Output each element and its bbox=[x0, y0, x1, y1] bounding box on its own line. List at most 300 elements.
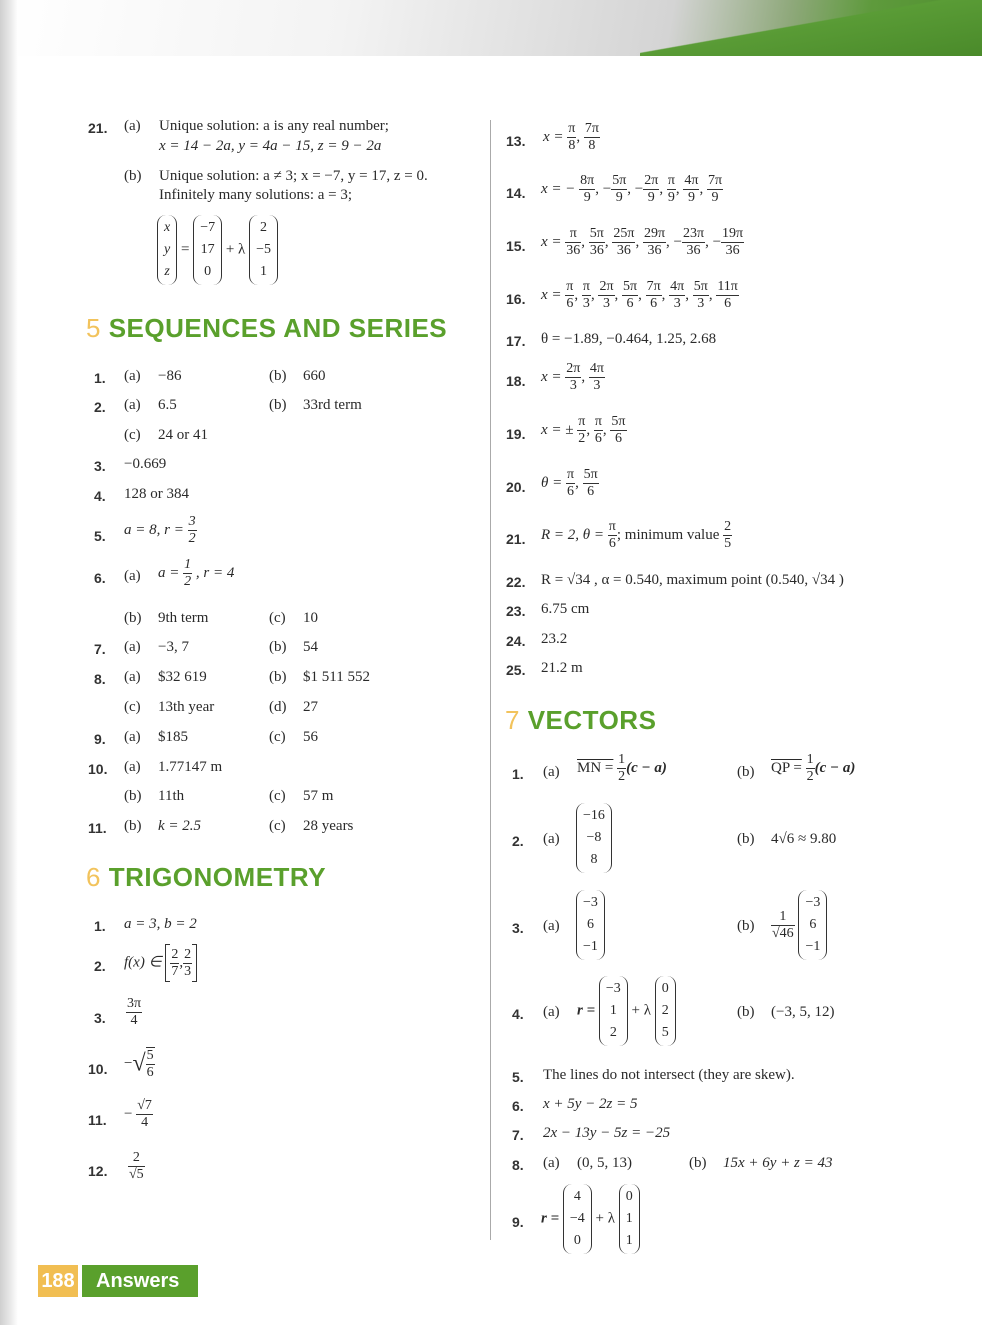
answer-expression bbox=[771, 752, 855, 785]
answer-text: R = 2, θ = bbox=[541, 526, 605, 543]
numerator: 2π bbox=[599, 279, 614, 294]
denominator: 6 bbox=[566, 296, 574, 311]
numerator: 25π bbox=[613, 226, 635, 241]
denominator: 8 bbox=[588, 138, 596, 153]
denominator: 36 bbox=[725, 243, 740, 258]
page-spine-shadow bbox=[0, 0, 18, 1325]
answer-expression bbox=[126, 996, 142, 1029]
answer-expression bbox=[541, 226, 744, 259]
q-number: 11. bbox=[88, 1112, 107, 1128]
answer-text: Unique solution: a is any real number; bbox=[159, 118, 389, 134]
denominator: 2 bbox=[806, 769, 814, 784]
vector-entry: 1 bbox=[609, 1003, 617, 1018]
part-label: (a) bbox=[124, 368, 141, 384]
answer-text: 10 bbox=[303, 610, 318, 626]
fraction bbox=[567, 121, 576, 154]
column-vector bbox=[619, 1184, 640, 1254]
part-label: (c) bbox=[269, 788, 286, 804]
q-number: 2. bbox=[512, 833, 524, 849]
fraction bbox=[188, 514, 197, 547]
denominator: 2 bbox=[184, 574, 192, 589]
fraction bbox=[693, 279, 709, 312]
separator: , bbox=[638, 286, 646, 303]
part-label: (c) bbox=[269, 610, 286, 626]
denominator: 7 bbox=[171, 963, 179, 979]
answer-text: (c − a) bbox=[626, 759, 667, 776]
denominator: 3 bbox=[569, 378, 577, 393]
q-number: 4. bbox=[512, 1006, 524, 1022]
numerator: π bbox=[578, 414, 586, 429]
q-number: 6. bbox=[512, 1098, 524, 1114]
vector-entry: −3 bbox=[583, 895, 598, 910]
fraction bbox=[566, 467, 575, 500]
fraction bbox=[183, 557, 192, 590]
separator: , bbox=[602, 421, 611, 438]
section-title: SEQUENCES AND SERIES bbox=[108, 313, 448, 343]
answer-text: 57 m bbox=[303, 788, 334, 804]
part-label: (a) bbox=[124, 639, 141, 655]
vector-entry: 8 bbox=[590, 852, 598, 867]
vector-equation bbox=[541, 1184, 640, 1254]
answer-expression bbox=[124, 944, 197, 982]
part-label: (b) bbox=[124, 788, 142, 804]
fraction bbox=[146, 1047, 155, 1081]
answer-expression bbox=[543, 121, 600, 154]
separator: , − bbox=[627, 180, 644, 197]
page-number: 188 bbox=[38, 1265, 78, 1297]
fraction bbox=[579, 173, 595, 206]
denominator: 3 bbox=[697, 296, 705, 311]
right-bracket bbox=[192, 944, 197, 982]
fraction bbox=[612, 226, 635, 259]
part-label: (c) bbox=[124, 699, 141, 715]
denominator: 6 bbox=[724, 296, 732, 311]
answer-text: 23.2 bbox=[541, 631, 568, 647]
vector-entry: 1 bbox=[625, 1211, 633, 1226]
section-number: 5 bbox=[86, 313, 101, 343]
numerator: π bbox=[594, 414, 602, 429]
q-number: 9. bbox=[512, 1214, 524, 1230]
answer-text: x = bbox=[541, 368, 562, 385]
answer-text: x = bbox=[541, 286, 562, 303]
numerator: 11π bbox=[717, 279, 738, 294]
fraction bbox=[643, 226, 666, 259]
vector-entry: −3 bbox=[805, 895, 821, 910]
column-vector bbox=[563, 1184, 592, 1254]
q-number: 16. bbox=[506, 291, 526, 307]
numerator: 29π bbox=[643, 226, 666, 241]
denominator: 3 bbox=[673, 296, 681, 311]
answer-text: 54 bbox=[303, 639, 318, 655]
section-number: 7 bbox=[505, 705, 520, 735]
answer-text: Infinitely many solutions: a = 3; bbox=[159, 187, 353, 203]
answer-text: MN = bbox=[577, 759, 614, 776]
part-label: (c) bbox=[269, 818, 286, 834]
answer-text: (0, 5, 13) bbox=[577, 1155, 632, 1171]
separator: , bbox=[604, 233, 613, 250]
part-label: (c) bbox=[269, 729, 286, 745]
denominator: 4 bbox=[130, 1013, 138, 1028]
numerator: √7 bbox=[137, 1098, 152, 1113]
denominator: 9 bbox=[687, 190, 695, 205]
part-label: (a) bbox=[124, 118, 141, 134]
denominator: 9 bbox=[583, 190, 591, 205]
numerator: 5π bbox=[611, 414, 626, 429]
denominator: 6 bbox=[146, 1065, 154, 1080]
fraction bbox=[682, 226, 705, 259]
section-title: TRIGONOMETRY bbox=[108, 862, 327, 892]
column-vector-wrap bbox=[576, 803, 612, 873]
separator: , bbox=[614, 286, 623, 303]
numerator: 4π bbox=[684, 173, 699, 188]
section-heading bbox=[86, 313, 447, 344]
separator: , bbox=[661, 286, 670, 303]
separator: , bbox=[635, 233, 643, 250]
vector-entry: 2 bbox=[661, 1003, 669, 1018]
q-number: 15. bbox=[506, 238, 526, 254]
q-number: 22. bbox=[506, 574, 526, 590]
denominator: 36 bbox=[616, 243, 631, 258]
fraction bbox=[589, 361, 605, 394]
vector-entry: 0 bbox=[625, 1189, 633, 1204]
denominator: 3 bbox=[582, 296, 590, 311]
q-number: 23. bbox=[506, 603, 526, 619]
q-number: 5. bbox=[512, 1069, 524, 1085]
vector-entry: 1 bbox=[625, 1233, 633, 1248]
answer-text: x + 5y − 2z = 5 bbox=[543, 1096, 638, 1112]
fraction bbox=[643, 173, 659, 206]
q-number: 14. bbox=[506, 185, 526, 201]
separator: , bbox=[575, 474, 583, 491]
denominator: 3 bbox=[593, 378, 601, 393]
denominator: 9 bbox=[711, 190, 719, 205]
separator: , bbox=[581, 233, 589, 250]
numerator: 5π bbox=[583, 467, 598, 482]
denominator: 36 bbox=[566, 243, 581, 258]
answer-text: 6.75 cm bbox=[541, 601, 590, 617]
q-number: 21. bbox=[88, 120, 108, 136]
fraction bbox=[583, 467, 599, 500]
answer-text: ; minimum value bbox=[616, 526, 720, 543]
separator: , bbox=[675, 180, 684, 197]
q-number: 6. bbox=[94, 570, 106, 586]
vector-entry: 6 bbox=[586, 917, 594, 932]
vector-entry: 17 bbox=[200, 242, 215, 257]
q-number: 4. bbox=[94, 488, 106, 504]
numerator: 5π bbox=[693, 279, 708, 294]
fraction bbox=[721, 226, 744, 259]
fraction bbox=[594, 414, 603, 447]
denominator: 4 bbox=[141, 1115, 149, 1130]
vector-entry: x bbox=[164, 220, 171, 235]
q-number: 12. bbox=[88, 1163, 108, 1179]
numerator: 2 bbox=[171, 946, 179, 962]
fraction bbox=[128, 1150, 145, 1183]
part-label: (b) bbox=[269, 368, 287, 384]
denominator: 3 bbox=[602, 296, 610, 311]
vector-entry: 0 bbox=[204, 264, 212, 279]
column-vector bbox=[798, 890, 827, 960]
q-number: 7. bbox=[94, 641, 106, 657]
answer-text: x = − bbox=[541, 180, 576, 197]
answer-text: 56 bbox=[303, 729, 318, 745]
numerator: 2 bbox=[724, 519, 732, 534]
answer-text: k = 2.5 bbox=[158, 818, 202, 834]
answer-text: 21.2 m bbox=[541, 660, 583, 676]
part-label: (a) bbox=[543, 1004, 560, 1020]
column-divider bbox=[490, 120, 491, 1240]
separator: , − bbox=[705, 233, 722, 250]
part-label: (b) bbox=[737, 1004, 755, 1020]
q-number: 25. bbox=[506, 662, 526, 678]
answer-text: r = bbox=[541, 1210, 560, 1227]
answer-expression bbox=[771, 890, 827, 960]
numerator: π bbox=[608, 519, 616, 534]
comma: , bbox=[179, 954, 184, 971]
denominator: 9 bbox=[615, 190, 623, 205]
fraction bbox=[771, 909, 795, 942]
answer-expression bbox=[124, 1098, 153, 1131]
answer-text: 33rd term bbox=[303, 397, 362, 413]
q-number: 18. bbox=[506, 373, 526, 389]
denominator: 36 bbox=[647, 243, 662, 258]
answer-expression bbox=[124, 514, 197, 547]
fraction bbox=[565, 226, 581, 259]
numerator: 1 bbox=[771, 909, 795, 926]
answer-text: 6.5 bbox=[158, 397, 177, 413]
separator: , bbox=[574, 286, 582, 303]
fraction bbox=[683, 173, 699, 206]
footer-label: Answers bbox=[82, 1265, 198, 1297]
part-label: (b) bbox=[689, 1155, 707, 1171]
numerator: π bbox=[667, 173, 675, 188]
answer-text: θ = −1.89, −0.464, 1.25, 2.68 bbox=[541, 331, 717, 347]
q-number: 3. bbox=[94, 1010, 106, 1026]
section-heading bbox=[86, 862, 326, 893]
answer-expression bbox=[158, 557, 234, 590]
vector-entry: z bbox=[164, 264, 170, 279]
fraction bbox=[565, 279, 574, 312]
numerator: 1 bbox=[184, 557, 192, 572]
q-number: 2. bbox=[94, 958, 106, 974]
vector-equation bbox=[157, 215, 278, 285]
fraction bbox=[617, 752, 626, 785]
column-vector bbox=[655, 976, 676, 1046]
numerator: 2 bbox=[128, 1150, 145, 1167]
denominator: 6 bbox=[614, 431, 622, 446]
answer-text: 11th bbox=[158, 788, 185, 804]
answer-expression bbox=[541, 467, 599, 500]
vector-entry: −3 bbox=[605, 981, 621, 996]
answer-expression bbox=[577, 752, 667, 785]
numerator: 5π bbox=[623, 279, 638, 294]
plus-lambda: + λ bbox=[631, 1002, 652, 1019]
denominator: √46 bbox=[772, 925, 794, 941]
answer-text: 15x + 6y + z = 43 bbox=[723, 1155, 833, 1171]
column-vector bbox=[599, 976, 628, 1046]
denominator: 9 bbox=[667, 190, 675, 205]
q-number: 10. bbox=[88, 761, 108, 777]
section-heading bbox=[505, 705, 656, 736]
fraction bbox=[589, 226, 605, 259]
part-label: (a) bbox=[124, 729, 141, 745]
answer-text: x = 14 − 2a, y = 4a − 15, z = 9 − 2a bbox=[159, 138, 382, 154]
answer-text: 128 or 384 bbox=[124, 486, 189, 502]
numerator: 2π bbox=[644, 173, 659, 188]
fraction bbox=[582, 279, 591, 312]
separator: , bbox=[685, 286, 693, 303]
part-label: (a) bbox=[124, 759, 141, 775]
column-vector bbox=[157, 215, 177, 285]
vector-entry: y bbox=[164, 242, 171, 257]
fraction bbox=[136, 1098, 153, 1131]
q-number: 21. bbox=[506, 531, 526, 547]
denominator: 2 bbox=[578, 431, 586, 446]
part-label: (c) bbox=[124, 427, 141, 443]
denominator: 9 bbox=[647, 190, 655, 205]
separator: , bbox=[659, 180, 667, 197]
answer-expression bbox=[541, 519, 732, 552]
answer-text: Unique solution: a ≠ 3; x = −7, y = 17, z = 0. bbox=[159, 168, 428, 184]
column-vector bbox=[193, 215, 222, 285]
fraction bbox=[622, 279, 638, 312]
part-label: (b) bbox=[124, 610, 142, 626]
answer-text: f(x) ∈ bbox=[124, 954, 162, 971]
answer-text: (−3, 5, 12) bbox=[771, 1004, 835, 1020]
fraction bbox=[584, 121, 600, 154]
numerator: 4π bbox=[670, 279, 685, 294]
numerator: 2 bbox=[184, 946, 192, 962]
q-number: 1. bbox=[94, 918, 106, 934]
part-label: (b) bbox=[124, 168, 142, 184]
vector-entry: −5 bbox=[256, 242, 271, 257]
denominator: 6 bbox=[587, 484, 595, 499]
numerator: 3 bbox=[188, 514, 196, 529]
part-label: (a) bbox=[124, 568, 141, 584]
column-vector bbox=[576, 890, 605, 960]
q-number: 9. bbox=[94, 731, 106, 747]
q-number: 7. bbox=[512, 1127, 524, 1143]
section-title: VECTORS bbox=[527, 705, 657, 735]
answer-text: −3, 7 bbox=[158, 639, 189, 655]
denominator: 6 bbox=[626, 296, 634, 311]
fraction bbox=[716, 279, 739, 312]
denominator: 8 bbox=[568, 138, 576, 153]
q-number: 24. bbox=[506, 633, 526, 649]
answer-text: $32 619 bbox=[158, 669, 207, 685]
vector-entry: 5 bbox=[661, 1025, 669, 1040]
fraction bbox=[669, 279, 685, 312]
answer-text: $185 bbox=[158, 729, 188, 745]
denominator: 6 bbox=[608, 536, 616, 551]
numerator: 23π bbox=[682, 226, 705, 241]
numerator: 3π bbox=[127, 996, 142, 1011]
fraction bbox=[707, 173, 723, 206]
separator: , bbox=[581, 368, 589, 385]
q-number: 2. bbox=[94, 399, 106, 415]
answer-expression bbox=[128, 1150, 145, 1183]
vector-entry: 2 bbox=[609, 1025, 617, 1040]
part-label: (a) bbox=[543, 918, 560, 934]
fraction bbox=[806, 752, 815, 785]
numerator: π bbox=[565, 226, 581, 243]
separator: , bbox=[708, 286, 717, 303]
answer-text: 13th year bbox=[158, 699, 215, 715]
part-label: (b) bbox=[269, 669, 287, 685]
fraction bbox=[610, 414, 626, 447]
column-vector bbox=[249, 215, 278, 285]
answer-expression bbox=[541, 279, 739, 312]
part-label: (a) bbox=[543, 1155, 560, 1171]
q-number: 8. bbox=[512, 1157, 524, 1173]
q-number: 11. bbox=[88, 820, 107, 836]
part-label: (b) bbox=[269, 639, 287, 655]
vector-entry: 6 bbox=[809, 917, 817, 932]
separator: , bbox=[586, 421, 594, 438]
vector-equation bbox=[577, 976, 676, 1046]
part-label: (a) bbox=[124, 397, 141, 413]
numerator: 5π bbox=[589, 226, 604, 241]
denominator: 6 bbox=[567, 484, 575, 499]
answer-expression bbox=[541, 361, 605, 394]
part-label: (b) bbox=[737, 918, 755, 934]
denominator: 3 bbox=[184, 963, 192, 979]
part-label: (d) bbox=[269, 699, 287, 715]
fraction bbox=[608, 519, 617, 552]
numerator: 7π bbox=[584, 121, 599, 136]
q-number: 3. bbox=[94, 458, 106, 474]
fraction bbox=[577, 414, 586, 447]
part-label: (a) bbox=[543, 764, 560, 780]
denominator: 2 bbox=[618, 769, 626, 784]
fraction bbox=[723, 519, 732, 552]
part-label: (b) bbox=[737, 831, 755, 847]
answer-text: 24 or 41 bbox=[158, 427, 208, 443]
fraction bbox=[565, 361, 581, 394]
separator: , bbox=[576, 128, 584, 145]
answer-text: R = √34 , α = 0.540, maximum point (0.540, √34 ) bbox=[541, 572, 844, 588]
answer-text: 27 bbox=[303, 699, 318, 715]
vector-entry: −4 bbox=[569, 1211, 585, 1226]
section-number: 6 bbox=[86, 862, 101, 892]
answer-text: $1 511 552 bbox=[303, 669, 370, 685]
column-vector-wrap bbox=[576, 890, 605, 960]
answer-text: a = 3, b = 2 bbox=[124, 916, 197, 932]
denominator: 2 bbox=[188, 531, 196, 546]
separator: , bbox=[590, 286, 599, 303]
numerator: 5π bbox=[612, 173, 627, 188]
answer-text: x = ± bbox=[541, 421, 574, 438]
numerator: 19π bbox=[722, 226, 744, 241]
fraction bbox=[611, 173, 627, 206]
q-number: 1. bbox=[512, 766, 524, 782]
q-number: 10. bbox=[88, 1061, 108, 1077]
part-label: (b) bbox=[269, 397, 287, 413]
answer-text: QP = bbox=[771, 759, 802, 776]
column-vector bbox=[576, 803, 612, 873]
numerator: π bbox=[566, 279, 574, 294]
separator: , bbox=[699, 180, 707, 197]
numerator: 2π bbox=[566, 361, 581, 376]
numerator: π bbox=[568, 121, 576, 136]
answer-text: θ = bbox=[541, 474, 563, 491]
numerator: 5 bbox=[146, 1048, 154, 1063]
numerator: 7π bbox=[646, 279, 661, 294]
q-number: 3. bbox=[512, 920, 524, 936]
vector-entry: −16 bbox=[583, 808, 605, 823]
answer-text: The lines do not intersect (they are skew). bbox=[543, 1067, 795, 1083]
denominator: √5 bbox=[129, 1167, 144, 1182]
